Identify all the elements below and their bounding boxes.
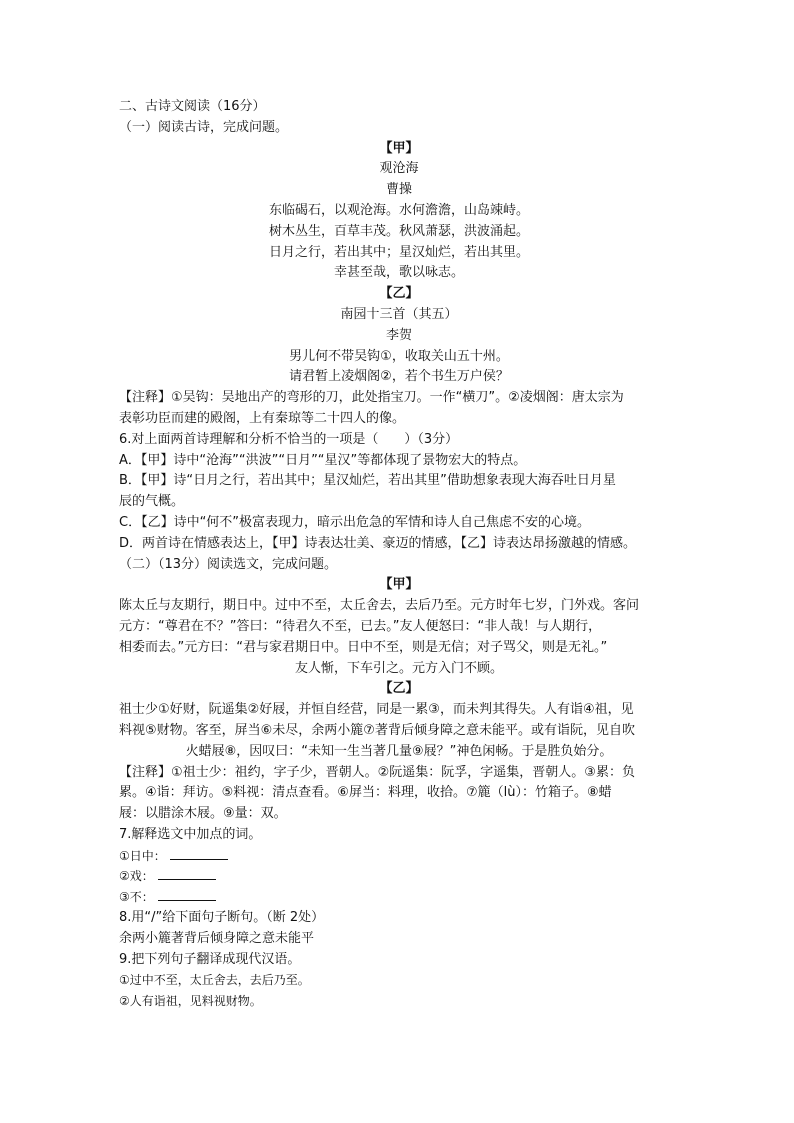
poem-a-mark: 【甲】 [379,140,419,156]
q9-item: ①过中不至，太丘舍去，去后乃至。 [119,973,310,988]
answer-blank[interactable] [158,867,216,880]
q8-sentence: 余两小簏著背后倾身障之意未能平 [119,930,315,946]
poem-a-line: 幸甚至哉，歌以咏志。 [333,265,464,281]
text-b-line: 料视⑤财物。客至，屏当⑥未尽，余两小簏⑦著背后倾身障之意未能平。或有诣阮，见自吹 [119,722,635,738]
text-note-line: 累。④诣：拜访。⑤料视：清点查看。⑥屏当：料理，收拾。⑦簏（lù）：竹箱子。⑧蜡 [119,785,612,801]
q8-stem: 8.用“/”给下面句子断句。（断 2处） [119,910,325,926]
q6-option-b-cont: 辰的气概。 [119,494,185,510]
text-note-line: 屐：以腊涂木屐。⑨量：双。 [119,806,287,822]
poem-a-author: 曹操 [385,182,412,198]
q6-option-b: B．【甲】诗“日月之行，若出其中；星汉灿烂，若出其里”借助想象表现大海吞吐日月星 [119,473,616,489]
q6-stem: 6.对上面两首诗理解和分析不恰当的一项是（ ）（3分） [119,431,459,447]
text-a-mark: 【甲】 [379,577,419,593]
poem-b-mark: 【乙】 [379,286,419,302]
section-title: 二、古诗文阅读（16分） [119,99,266,114]
text-b-line: 祖士少①好财，阮遥集②好屐，并恒自经营，同是一累③，而未判其得失。人有诣④祖，见 [119,702,634,718]
answer-blank[interactable] [170,847,228,860]
text-a-line: 陈太丘与友期行，期日中。过中不至，太丘舍去，去后乃至。元方时年七岁，门外戏。客问 [119,598,640,614]
poem-b-title: 南园十三首（其五） [340,306,458,322]
text-a-line: 元方：“尊君在不？”答曰：“待君久不至，已去。”友人便怒曰：“非人哉！与人期行， [119,618,602,634]
q6-option-d: D．两首诗在情感表达上，【甲】诗表达壮美、豪迈的情感，【乙】诗表达昂扬激越的情感。 [119,535,637,551]
q7-item [119,846,679,867]
part2-heading: （二）（13分）阅读选文，完成问题。 [119,556,338,572]
text-a-line: 相委而去。”元方曰：“君与家君期日中。日中不至，则是无信；对子骂父，则是无礼。” [119,639,608,655]
q7-item-label: ①日中： [119,848,166,863]
q6-option-c: C．【乙】诗中“何不”极富表现力，暗示出危急的军情和诗人自己焦虑不安的心境。 [119,514,591,530]
q6-option-a: A．【甲】诗中“沧海”“洪波”“日月”“星汉”等都体现了景物宏大的特点。 [119,452,527,468]
text-b-last-line: 火蜡屐⑧，因叹曰：“未知一生当著几量⑨屐？”神色闲畅。于是胜负始分。 [185,743,613,759]
q9-item: ②人有诣祖，见料视财物。 [119,994,262,1009]
text-note-line: 【注释】①祖士少：祖约，字子少，晋朝人。②阮遥集：阮孚，字遥集，晋朝人。③累：负 [119,764,635,780]
poem-a-line: 日月之行，若出其中；星汉灿烂，若出其里。 [268,244,529,260]
q7-item-label: ③不： [119,890,154,905]
q7-item-label: ②戏： [119,869,154,884]
poem-a-title: 观沧海 [379,161,419,177]
q7-item [119,866,679,887]
poem-note-line: 【注释】①吴钩：吴地出产的弯形的刀，此处指宝刀。一作“横刀”。②凌烟阁：唐太宗为 [119,390,624,406]
content [119,97,679,1012]
poem-b-author: 李贺 [385,327,412,343]
poem-b-line: 男儿何不带吴钩①，收取关山五十州。 [289,348,509,364]
q7-item [119,887,679,908]
answer-blank[interactable] [158,888,216,901]
q9-stem: 9.把下列句子翻译成现代汉语。 [119,951,301,967]
q7-stem: 7.解释选文中加点的词。 [119,826,262,842]
poem-a-line: 树木丛生，百草丰茂。秋风萧瑟，洪波涌起。 [268,223,529,239]
text-b-mark: 【乙】 [379,681,419,697]
poem-a-line: 东临碣石，以观沧海。水何澹澹，山岛竦峙。 [268,202,529,218]
poem-note-line: 表彰功臣而建的殿阁，上有秦琼等二十四人的像。 [119,410,406,426]
poem-b-line: 请君暂上凌烟阁②，若个书生万户侯？ [289,369,509,385]
part1-heading: （一）阅读古诗，完成问题。 [119,119,289,135]
text-a-last-line: 友人惭，下车引之。元方入门不顾。 [294,660,503,676]
